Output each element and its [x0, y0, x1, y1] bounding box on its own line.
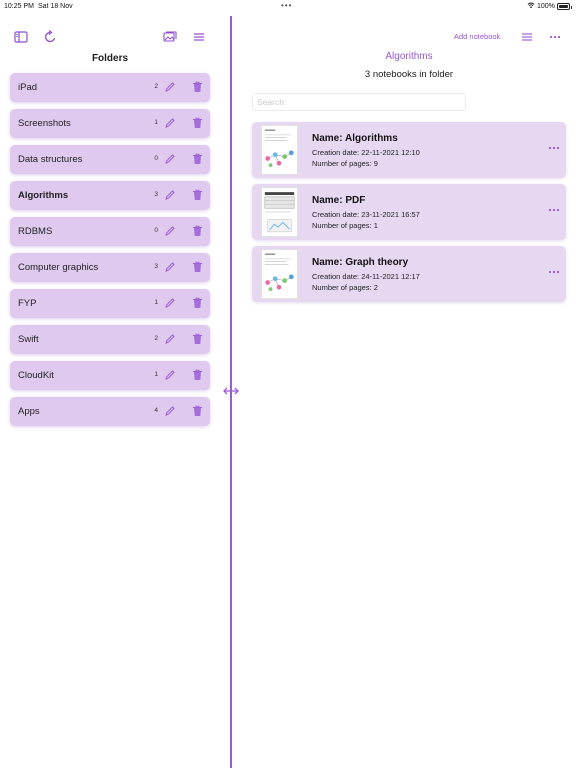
trash-icon[interactable]	[192, 117, 203, 129]
pencil-icon[interactable]	[164, 333, 176, 345]
trash-icon[interactable]	[192, 81, 203, 93]
folder-title: Algorithms	[385, 51, 433, 62]
trash-icon[interactable]	[192, 369, 203, 381]
pencil-icon[interactable]	[164, 81, 176, 93]
status-date: Sat 18 Nov	[38, 3, 73, 10]
notebook-card[interactable]	[252, 246, 566, 302]
folder-row-screenshots[interactable]	[10, 109, 210, 138]
notebook-creation-date: Creation date: 24-11-2021 12:17	[312, 272, 420, 281]
more-icon[interactable]	[548, 206, 560, 214]
folder-name: Apps	[18, 406, 40, 417]
folder-row-ipad[interactable]	[10, 73, 210, 102]
folder-row-data-structures[interactable]	[10, 145, 210, 174]
list-icon[interactable]	[520, 30, 534, 44]
folder-count: 3	[154, 191, 158, 198]
pencil-icon[interactable]	[164, 117, 176, 129]
folders-pane	[0, 0, 230, 768]
photo-library-icon[interactable]	[162, 29, 178, 45]
folder-list	[10, 73, 210, 433]
sidebar-icon[interactable]	[13, 29, 29, 45]
folder-row-rdbms[interactable]	[10, 217, 210, 246]
notebook-thumbnail	[261, 125, 298, 175]
trash-icon[interactable]	[192, 333, 203, 345]
more-icon[interactable]	[548, 144, 560, 152]
trash-icon[interactable]	[192, 153, 203, 165]
notebook-name: Name: PDF	[312, 195, 366, 206]
folder-count: 0	[154, 155, 158, 162]
pencil-icon[interactable]	[164, 225, 176, 237]
notebooks-pane	[232, 0, 576, 768]
trash-icon[interactable]	[192, 261, 203, 273]
list-icon[interactable]	[191, 29, 207, 45]
folder-name: Swift	[18, 334, 39, 345]
notebook-card[interactable]	[252, 184, 566, 240]
pencil-icon[interactable]	[164, 261, 176, 273]
pencil-icon[interactable]	[164, 405, 176, 417]
pencil-icon[interactable]	[164, 153, 176, 165]
folder-count: 4	[154, 407, 158, 414]
notebook-creation-date: Creation date: 22-11-2021 12:10	[312, 148, 420, 157]
folder-count: 1	[154, 119, 158, 126]
folder-name: Computer graphics	[18, 262, 99, 273]
trash-icon[interactable]	[192, 225, 203, 237]
notebook-creation-date: Creation date: 23-11-2021 16:57	[312, 210, 420, 219]
folder-count: 1	[154, 371, 158, 378]
search-input[interactable]	[252, 93, 466, 111]
trash-icon[interactable]	[192, 189, 203, 201]
folder-name: iPad	[18, 82, 38, 93]
folder-row-fyp[interactable]	[10, 289, 210, 318]
notebook-name: Name: Algorithms	[312, 133, 398, 144]
folder-name: Data structures	[18, 154, 83, 165]
folder-count: 2	[154, 83, 158, 90]
notebook-list	[252, 122, 566, 308]
notebook-page-count: Number of pages: 1	[312, 221, 378, 230]
notebook-count: 3 notebooks in folder	[364, 69, 454, 80]
folder-row-cloudkit[interactable]	[10, 361, 210, 390]
folder-name: FYP	[18, 298, 37, 309]
more-icon[interactable]	[548, 268, 560, 276]
notebook-card[interactable]	[252, 122, 566, 178]
folder-name: RDBMS	[18, 226, 53, 237]
folder-name: CloudKit	[18, 370, 54, 381]
trash-icon[interactable]	[192, 297, 203, 309]
notebook-page-count: Number of pages: 9	[312, 159, 378, 168]
folder-count: 1	[154, 299, 158, 306]
pencil-icon[interactable]	[164, 297, 176, 309]
folder-name: Algorithms	[18, 190, 69, 201]
battery-percentage: 100%	[537, 3, 555, 10]
notebook-page-count: Number of pages: 2	[312, 283, 378, 292]
folder-row-algorithms[interactable]	[10, 181, 210, 210]
status-time: 10:25 PM	[4, 3, 34, 10]
folder-count: 3	[154, 263, 158, 270]
pencil-icon[interactable]	[164, 189, 176, 201]
folder-row-computer-graphics[interactable]	[10, 253, 210, 282]
folder-count: 0	[154, 227, 158, 234]
folder-row-swift[interactable]	[10, 325, 210, 354]
folder-name: Screenshots	[18, 118, 71, 129]
folders-title: Folders	[91, 53, 129, 64]
notebook-thumbnail	[261, 187, 298, 237]
pencil-icon[interactable]	[164, 369, 176, 381]
notebook-thumbnail	[261, 249, 298, 299]
more-icon[interactable]	[548, 30, 562, 44]
add-notebook-button[interactable]: Add notebook	[454, 32, 501, 41]
folder-count: 2	[154, 335, 158, 342]
multitasking-dots-icon[interactable]: •••	[281, 1, 293, 10]
refresh-icon[interactable]	[42, 29, 58, 45]
folder-row-apps[interactable]	[10, 397, 210, 426]
notebook-name: Name: Graph theory	[312, 257, 409, 268]
trash-icon[interactable]	[192, 405, 203, 417]
